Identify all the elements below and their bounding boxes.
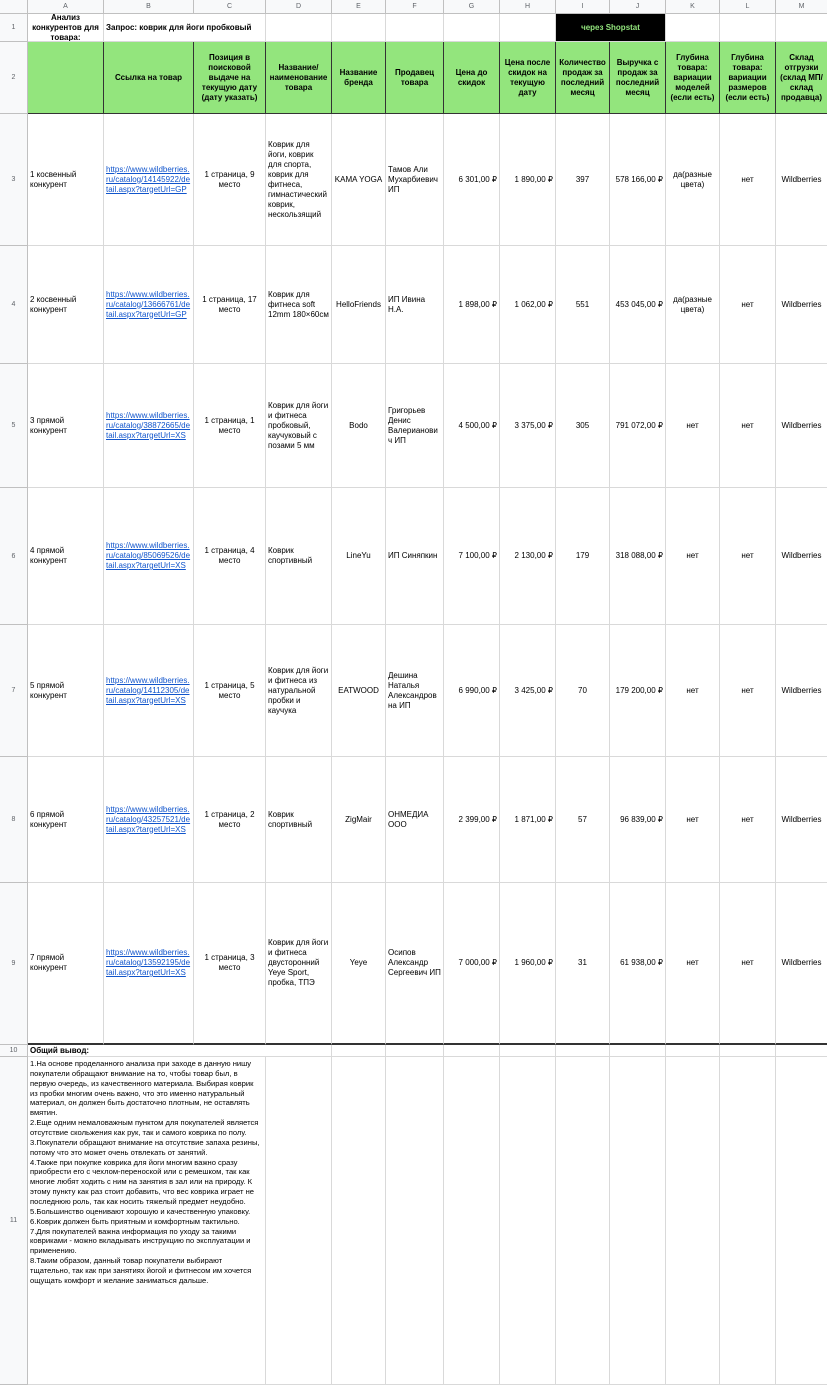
price-after[interactable]: 1 890,00 ₽ <box>500 114 556 246</box>
column-header-b[interactable]: B <box>104 0 194 14</box>
select-all-corner[interactable] <box>0 0 28 14</box>
price-before[interactable]: 4 500,00 ₽ <box>444 364 500 488</box>
price-before[interactable]: 6 301,00 ₽ <box>444 114 500 246</box>
header-price-before[interactable]: Цена до скидок <box>444 42 500 114</box>
depth-models[interactable]: нет <box>666 488 720 625</box>
depth-models[interactable]: нет <box>666 364 720 488</box>
query-cell[interactable]: Запрос: коврик для йоги пробковый <box>104 14 266 42</box>
seller-name[interactable]: Тамов Али Мухарбиевич ИП <box>386 114 444 246</box>
row-header-2[interactable]: 2 <box>0 42 28 114</box>
header-depth-sizes[interactable]: Глубина товара: вариации размеров (если есть) <box>720 42 776 114</box>
empty-cell[interactable] <box>720 14 776 42</box>
column-header-k[interactable]: K <box>666 0 720 14</box>
column-header-c[interactable]: C <box>194 0 266 14</box>
seller-name[interactable]: ИП Синяпкин <box>386 488 444 625</box>
product-name[interactable]: Коврик для йоги и фитнеса пробковый, каучуковый с позами 5 мм <box>266 364 332 488</box>
brand-name[interactable]: Yeye <box>332 883 386 1045</box>
product-link[interactable]: https://www.wildberries.ru/catalog/14112305/detail.aspx?targetUrl=XS <box>104 625 194 757</box>
empty-cell[interactable] <box>332 1045 386 1057</box>
empty-cell[interactable] <box>386 14 444 42</box>
product-name[interactable]: Коврик для йоги и фитнеса двусторонний Yeye Sport, пробка, ТПЭ <box>266 883 332 1045</box>
column-header-d[interactable]: D <box>266 0 332 14</box>
price-after[interactable]: 1 062,00 ₽ <box>500 246 556 364</box>
depth-sizes[interactable]: нет <box>720 488 776 625</box>
header-link[interactable]: Ссылка на товар <box>104 42 194 114</box>
row-header-4[interactable]: 4 <box>0 246 28 364</box>
depth-sizes[interactable]: нет <box>720 364 776 488</box>
search-position[interactable]: 1 страница, 4 место <box>194 488 266 625</box>
brand-name[interactable]: Bodo <box>332 364 386 488</box>
empty-cell[interactable] <box>500 1057 556 1385</box>
competitor-label[interactable]: 2 косвенный конкурент <box>28 246 104 364</box>
header-seller[interactable]: Продавец товара <box>386 42 444 114</box>
empty-cell[interactable] <box>776 1057 827 1385</box>
empty-cell[interactable] <box>332 14 386 42</box>
competitor-label[interactable]: 5 прямой конкурент <box>28 625 104 757</box>
warehouse[interactable]: Wildberries <box>776 625 827 757</box>
header-brand[interactable]: Название бренда <box>332 42 386 114</box>
product-name[interactable]: Коврик спортивный <box>266 757 332 883</box>
competitor-label[interactable]: 6 прямой конкурент <box>28 757 104 883</box>
sales-count[interactable]: 57 <box>556 757 610 883</box>
warehouse[interactable]: Wildberries <box>776 757 827 883</box>
competitor-label[interactable]: 3 прямой конкурент <box>28 364 104 488</box>
empty-cell[interactable] <box>666 14 720 42</box>
search-position[interactable]: 1 страница, 5 место <box>194 625 266 757</box>
brand-name[interactable]: KAMA YOGA <box>332 114 386 246</box>
sales-count[interactable]: 70 <box>556 625 610 757</box>
revenue[interactable]: 578 166,00 ₽ <box>610 114 666 246</box>
product-link[interactable]: https://www.wildberries.ru/catalog/38872665/detail.aspx?targetUrl=XS <box>104 364 194 488</box>
sales-count[interactable]: 31 <box>556 883 610 1045</box>
conclusion-title[interactable]: Общий вывод: <box>28 1045 332 1057</box>
product-link[interactable]: https://www.wildberries.ru/catalog/85069526/detail.aspx?targetUrl=XS <box>104 488 194 625</box>
price-after[interactable]: 3 425,00 ₽ <box>500 625 556 757</box>
sales-count[interactable]: 397 <box>556 114 610 246</box>
conclusion-text[interactable]: 1.На основе проделанного анализа при заходе в данную нишу покупатели обращают внимание на то, чтобы товар был, в первую очередь, из качественного материала. Выбирая коврик из пробки многим очень важно, что это именно натуральный материал, он должен быть достаточно плотным, не оставлять вмятин. 2.Еще одним немаловажным пунктом для покупателей является отсутствие скольжения как рук, так и самого коврика по полу. 3.Покупатели обращают внимание на отсутствие запаха резины, потому что это может очень отвлекать от занятий. 4.Также при покупке коврика для йоги многим важно сразу приобрести его с чехлом-переноской или с ремешком, так как многие любят ходить с ним на занятия в зал или на природу. К этому пункту как раз стоит добавить, что вес коврика играет не последнюю роль, так как носить тяжелый предмет неудобно. 5.Большинство оценивают хорошую и качественную упаковку. 6.Коврик должен быть приятным и комфортным тактильно. 7.Для покупателей важна информация по уходу за такими ковриками - можно вкладывать инструкцию по эксплуатации и применению. 8.Таким образом, данный товар покупатели выбирают тщательно, так как при занятиях йогой и фитнесом им хочется ощущать комфорт и желание заниматься дальше. <box>28 1057 266 1385</box>
column-header-g[interactable]: G <box>444 0 500 14</box>
revenue[interactable]: 453 045,00 ₽ <box>610 246 666 364</box>
product-link[interactable]: https://www.wildberries.ru/catalog/13592195/detail.aspx?targetUrl=XS <box>104 883 194 1045</box>
empty-cell[interactable] <box>266 1057 332 1385</box>
depth-models[interactable]: нет <box>666 757 720 883</box>
product-link[interactable]: https://www.wildberries.ru/catalog/14145922/detail.aspx?targetUrl=GP <box>104 114 194 246</box>
seller-name[interactable]: Осипов Александр Сергеевич ИП <box>386 883 444 1045</box>
depth-sizes[interactable]: нет <box>720 625 776 757</box>
column-header-j[interactable]: J <box>610 0 666 14</box>
row-header-9[interactable]: 9 <box>0 883 28 1045</box>
warehouse[interactable]: Wildberries <box>776 364 827 488</box>
product-name[interactable]: Коврик для йоги и фитнеса из натуральной пробки и каучука <box>266 625 332 757</box>
column-header-l[interactable]: L <box>720 0 776 14</box>
price-after[interactable]: 1 871,00 ₽ <box>500 757 556 883</box>
row-header-11[interactable]: 11 <box>0 1057 28 1385</box>
empty-cell[interactable] <box>266 14 332 42</box>
header-empty[interactable] <box>28 42 104 114</box>
row-header-10[interactable]: 10 <box>0 1045 28 1057</box>
brand-name[interactable]: ZigMair <box>332 757 386 883</box>
row-header-5[interactable]: 5 <box>0 364 28 488</box>
revenue[interactable]: 61 938,00 ₽ <box>610 883 666 1045</box>
empty-cell[interactable] <box>444 1045 500 1057</box>
empty-cell[interactable] <box>332 1057 386 1385</box>
search-position[interactable]: 1 страница, 9 место <box>194 114 266 246</box>
empty-cell[interactable] <box>556 1045 610 1057</box>
header-depth-models[interactable]: Глубина товара: вариации моделей (если есть) <box>666 42 720 114</box>
empty-cell[interactable] <box>556 1057 610 1385</box>
search-position[interactable]: 1 страница, 3 место <box>194 883 266 1045</box>
header-position[interactable]: Позиция в поисковой выдаче на текущую дату (дату указать) <box>194 42 266 114</box>
empty-cell[interactable] <box>666 1057 720 1385</box>
empty-cell[interactable] <box>444 14 500 42</box>
price-before[interactable]: 6 990,00 ₽ <box>444 625 500 757</box>
depth-models[interactable]: нет <box>666 883 720 1045</box>
warehouse[interactable]: Wildberries <box>776 246 827 364</box>
empty-cell[interactable] <box>776 1045 827 1057</box>
sales-count[interactable]: 179 <box>556 488 610 625</box>
warehouse[interactable]: Wildberries <box>776 488 827 625</box>
depth-sizes[interactable]: нет <box>720 757 776 883</box>
column-header-a[interactable]: A <box>28 0 104 14</box>
price-before[interactable]: 7 000,00 ₽ <box>444 883 500 1045</box>
empty-cell[interactable] <box>500 1045 556 1057</box>
empty-cell[interactable] <box>720 1045 776 1057</box>
revenue[interactable]: 318 088,00 ₽ <box>610 488 666 625</box>
column-header-h[interactable]: H <box>500 0 556 14</box>
empty-cell[interactable] <box>720 1057 776 1385</box>
price-before[interactable]: 2 399,00 ₽ <box>444 757 500 883</box>
empty-cell[interactable] <box>610 1057 666 1385</box>
search-position[interactable]: 1 страница, 2 место <box>194 757 266 883</box>
search-position[interactable]: 1 страница, 17 место <box>194 246 266 364</box>
depth-sizes[interactable]: нет <box>720 114 776 246</box>
empty-cell[interactable] <box>666 1045 720 1057</box>
depth-models[interactable]: да(разные цвета) <box>666 114 720 246</box>
product-link[interactable]: https://www.wildberries.ru/catalog/43257521/detail.aspx?targetUrl=XS <box>104 757 194 883</box>
price-after[interactable]: 2 130,00 ₽ <box>500 488 556 625</box>
price-after[interactable]: 3 375,00 ₽ <box>500 364 556 488</box>
header-name[interactable]: Название/ наименование товара <box>266 42 332 114</box>
column-header-i[interactable]: I <box>556 0 610 14</box>
empty-cell[interactable] <box>444 1057 500 1385</box>
price-before[interactable]: 7 100,00 ₽ <box>444 488 500 625</box>
source-cell[interactable]: через Shopstat <box>556 14 666 42</box>
warehouse[interactable]: Wildberries <box>776 114 827 246</box>
header-sales[interactable]: Количество продаж за последний месяц <box>556 42 610 114</box>
warehouse[interactable]: Wildberries <box>776 883 827 1045</box>
search-position[interactable]: 1 страница, 1 место <box>194 364 266 488</box>
depth-sizes[interactable]: нет <box>720 246 776 364</box>
column-header-f[interactable]: F <box>386 0 444 14</box>
depth-models[interactable]: нет <box>666 625 720 757</box>
seller-name[interactable]: Григорьев Денис Валерианович ИП <box>386 364 444 488</box>
seller-name[interactable]: ИП Ивина Н.А. <box>386 246 444 364</box>
competitor-label[interactable]: 4 прямой конкурент <box>28 488 104 625</box>
header-warehouse[interactable]: Склад отгрузки (склад МП/склад продавца) <box>776 42 827 114</box>
product-name[interactable]: Коврик для фитнеса soft 12mm 180×60см <box>266 246 332 364</box>
product-name[interactable]: Коврик для йоги, коврик для спорта, коврик для фитнеса, гимнастический коврик, нескользящий <box>266 114 332 246</box>
price-before[interactable]: 1 898,00 ₽ <box>444 246 500 364</box>
price-after[interactable]: 1 960,00 ₽ <box>500 883 556 1045</box>
competitor-label[interactable]: 7 прямой конкурент <box>28 883 104 1045</box>
product-link[interactable]: https://www.wildberries.ru/catalog/13666761/detail.aspx?targetUrl=GP <box>104 246 194 364</box>
empty-cell[interactable] <box>776 14 827 42</box>
row-header-3[interactable]: 3 <box>0 114 28 246</box>
row-header-7[interactable]: 7 <box>0 625 28 757</box>
row-header-8[interactable]: 8 <box>0 757 28 883</box>
seller-name[interactable]: ОНМЕДИА ООО <box>386 757 444 883</box>
column-header-m[interactable]: M <box>776 0 827 14</box>
revenue[interactable]: 179 200,00 ₽ <box>610 625 666 757</box>
header-revenue[interactable]: Выручка с продаж за последний месяц <box>610 42 666 114</box>
empty-cell[interactable] <box>610 1045 666 1057</box>
row-header-1[interactable]: 1 <box>0 14 28 42</box>
empty-cell[interactable] <box>386 1045 444 1057</box>
revenue[interactable]: 791 072,00 ₽ <box>610 364 666 488</box>
brand-name[interactable]: EATWOOD <box>332 625 386 757</box>
column-header-e[interactable]: E <box>332 0 386 14</box>
sales-count[interactable]: 305 <box>556 364 610 488</box>
header-price-after[interactable]: Цена после скидок на текущую дату <box>500 42 556 114</box>
product-name[interactable]: Коврик спортивный <box>266 488 332 625</box>
empty-cell[interactable] <box>500 14 556 42</box>
empty-cell[interactable] <box>386 1057 444 1385</box>
row-header-6[interactable]: 6 <box>0 488 28 625</box>
depth-sizes[interactable]: нет <box>720 883 776 1045</box>
competitor-label[interactable]: 1 косвенный конкурент <box>28 114 104 246</box>
revenue[interactable]: 96 839,00 ₽ <box>610 757 666 883</box>
seller-name[interactable]: Дешина Наталья Александровна ИП <box>386 625 444 757</box>
brand-name[interactable]: LineYu <box>332 488 386 625</box>
depth-models[interactable]: да(разные цвета) <box>666 246 720 364</box>
title-cell[interactable]: Анализ конкурентов для товара: <box>28 14 104 42</box>
sales-count[interactable]: 551 <box>556 246 610 364</box>
brand-name[interactable]: HelloFriends <box>332 246 386 364</box>
